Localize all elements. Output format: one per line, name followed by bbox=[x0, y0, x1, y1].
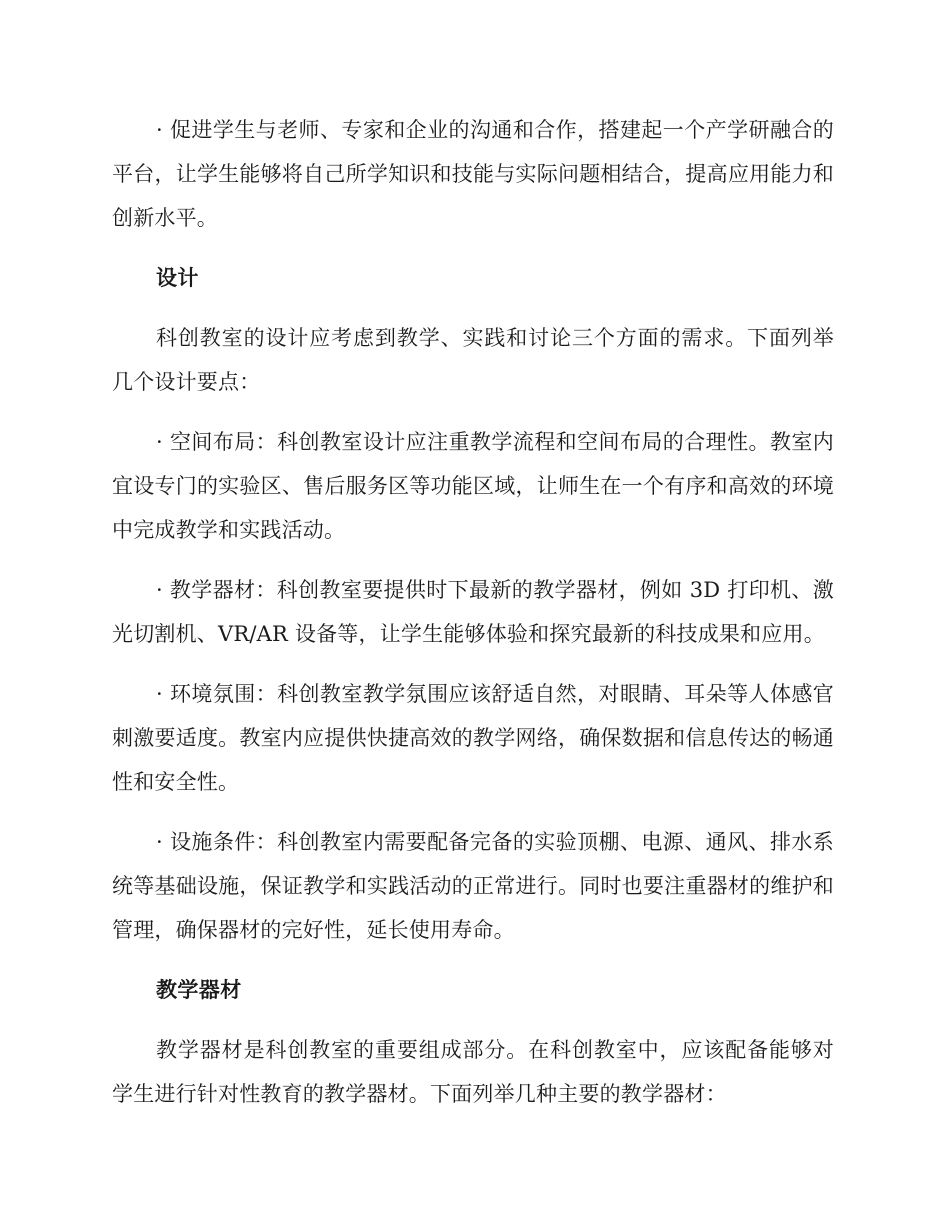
heading-design: 设计 bbox=[156, 265, 199, 290]
document-page bbox=[112, 108, 834, 1132]
paragraph-teaching-equipment: · 教学器材：科创教室要提供时下最新的教学器材，例如 3D 打印机、激光切割机、VR/AR 设备等，让学生能够体验和探究最新的科技成果和应用。 bbox=[112, 578, 834, 646]
paragraph-space-layout: · 空间布局：科创教室设计应注重教学流程和空间布局的合理性。教室内宜设专门的实验区、售后服务区等功能区域，让师生在一个有序和高效的环境中完成教学和实践活动。 bbox=[112, 430, 834, 542]
paragraph-environment: · 环境氛围：科创教室教学氛围应该舒适自然，对眼睛、耳朵等人体感官刺激要适度。教室内应提供快捷高效的教学网络，确保数据和信息传达的畅通性和安全性。 bbox=[112, 682, 834, 794]
heading-equipment: 教学器材 bbox=[156, 977, 242, 1002]
paragraph-equipment-intro: 教学器材是科创教室的重要组成部分。在科创教室中，应该配备能够对学生进行针对性教育的教学器材。下面列举几种主要的教学器材： bbox=[112, 1038, 834, 1106]
paragraph-collaboration: · 促进学生与老师、专家和企业的沟通和合作，搭建起一个产学研融合的平台，让学生能够将自己所学知识和技能与实际问题相结合，提高应用能力和创新水平。 bbox=[112, 118, 834, 230]
paragraph-design-intro: 科创教室的设计应考虑到教学、实践和讨论三个方面的需求。下面列举几个设计要点： bbox=[112, 326, 834, 394]
paragraph-facilities: · 设施条件：科创教室内需要配备完备的实验顶棚、电源、通风、排水系统等基础设施，保证教学和实践活动的正常进行。同时也要注重器材的维护和管理，确保器材的完好性，延长使用寿命。 bbox=[112, 830, 834, 942]
